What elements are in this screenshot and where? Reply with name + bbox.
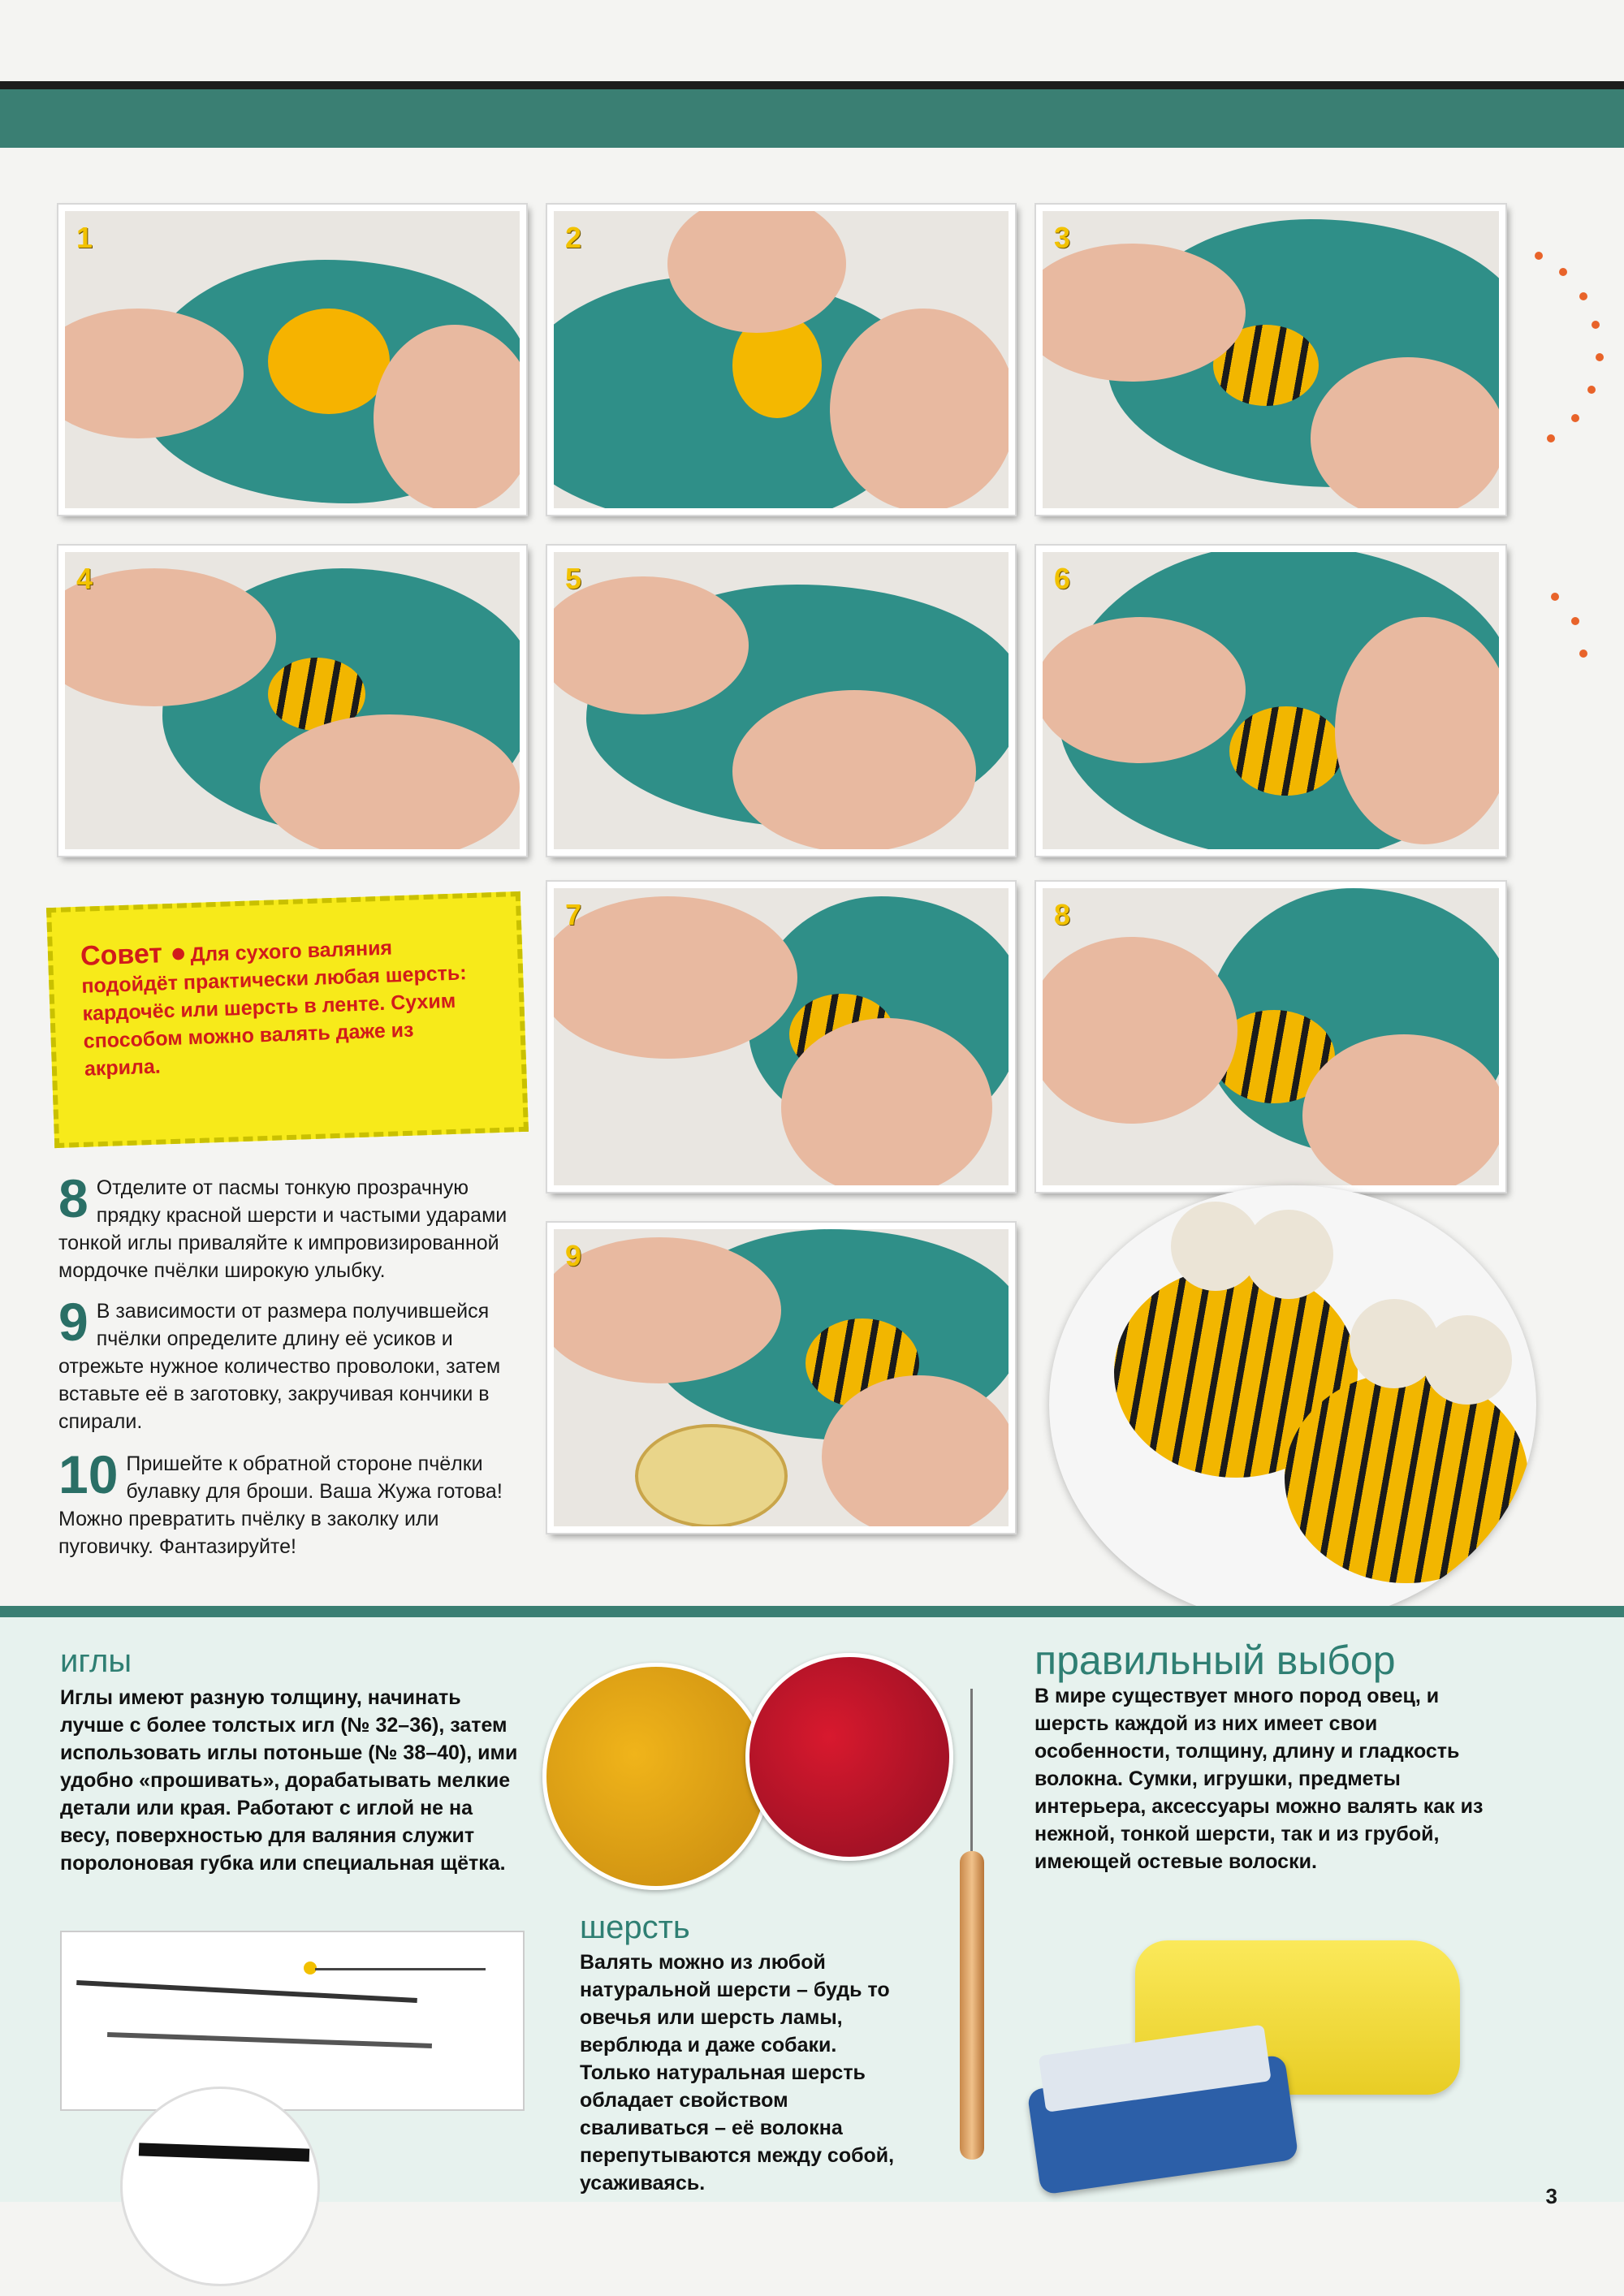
choice-text: В мире существует много пород овец, и шерсть каждой из них имеет свои особенности, толщину, длину и гладкость волокна. Сумки, игрушки, предметы интерьера, аксессуары можно валять как из нежной, тонкой шерсти, так и из грубой, имеющей остевые волоски. xyxy=(1034,1685,1484,1873)
felting-needle-tool xyxy=(944,1689,1000,2160)
step-photo-3 xyxy=(1036,205,1505,515)
step-photo-7 xyxy=(547,882,1015,1192)
step-photo-4 xyxy=(58,546,526,856)
instruction-text: Отделите от пасмы тонкую прозрачную прядку красной шерсти и частыми ударами тонкой иглы приваляйте к импровизированной мордочке пчёлки широкую улыбку. xyxy=(58,1176,508,1282)
instruction-text: В зависимости от размера получившейся пчёлки определите длину её усиков и отрежьте нужное количество проволоки, затем вставьте её в заготовку, закручивая кончики в спирали. xyxy=(58,1300,501,1433)
instruction-8 xyxy=(58,1168,521,1284)
instruction-10 xyxy=(58,1444,521,1560)
instruction-number: 8 xyxy=(58,1168,89,1228)
step-photo-5 xyxy=(547,546,1015,856)
needles-photo xyxy=(60,1931,525,2111)
red-wool-sample xyxy=(745,1653,953,1861)
header-band xyxy=(0,89,1624,148)
instruction-number: 9 xyxy=(58,1292,89,1352)
wool-text: Валять можно из любой натуральной шерсти – будь то овечья или шерсть ламы, верблюда и даже собаки. Только натуральная шерсть обладает свойством сваливаться – её волокна перепутываются между собой, усаживаясь. xyxy=(580,1951,895,2195)
top-edge xyxy=(0,81,1624,89)
instruction-text: Пришейте к обратной стороне пчёлки булавку для броши. Ваша Жужа готова! Можно превратить пчёлку в заколку или пуговичку. Фантазируйте! xyxy=(58,1452,503,1558)
needles-heading: иглы xyxy=(60,1643,132,1679)
needle-closeup xyxy=(120,2087,320,2286)
instruction-number: 10 xyxy=(58,1444,119,1504)
step-number: 3 xyxy=(1054,221,1071,254)
needles-text: Иглы имеют разную толщину, начинать лучше с более толстых игл (№ 32–36), затем использовать иглы потоньше (№ 38–40), ими удобно «прошивать», дорабатывать мелкие детали или края. Работают с иглой не на весу, поверхностью для валяния служит поролоновая губка или специальная щётка. xyxy=(60,1686,518,1875)
tip-box xyxy=(46,891,529,1148)
page-number: 3 xyxy=(1545,2184,1557,2208)
step-photo-9 xyxy=(547,1223,1015,1533)
step-photo-1 xyxy=(58,205,526,515)
step-number: 10 xyxy=(1065,1234,1099,1267)
wool-heading: шерсть xyxy=(580,1910,690,1945)
step-number: 1 xyxy=(76,221,93,254)
instruction-9 xyxy=(58,1292,521,1435)
decorative-dots xyxy=(1502,244,1624,698)
step-number: 5 xyxy=(565,562,582,595)
step-photo-2 xyxy=(547,205,1015,515)
tip-text: Для сухого валяния подойдёт практически любая шерсть: кардочёс или шерсть в ленте. Сухим способом можно валять даже из акрила. xyxy=(80,936,467,1081)
tip-title: Совет ● xyxy=(80,937,188,972)
step-number: 4 xyxy=(76,562,93,595)
step-number: 7 xyxy=(565,898,582,931)
step-number: 9 xyxy=(565,1239,582,1272)
step-number: 8 xyxy=(1054,898,1071,931)
step-number: 2 xyxy=(565,221,582,254)
step-number: 6 xyxy=(1054,562,1071,595)
step-photo-8 xyxy=(1036,882,1505,1192)
step-photo-10 xyxy=(1049,1185,1536,1624)
choice-heading: правильный выбор xyxy=(1034,1638,1396,1683)
step-photo-6 xyxy=(1036,546,1505,856)
yellow-wool-sample xyxy=(542,1663,770,1890)
section-divider xyxy=(0,1606,1624,1617)
